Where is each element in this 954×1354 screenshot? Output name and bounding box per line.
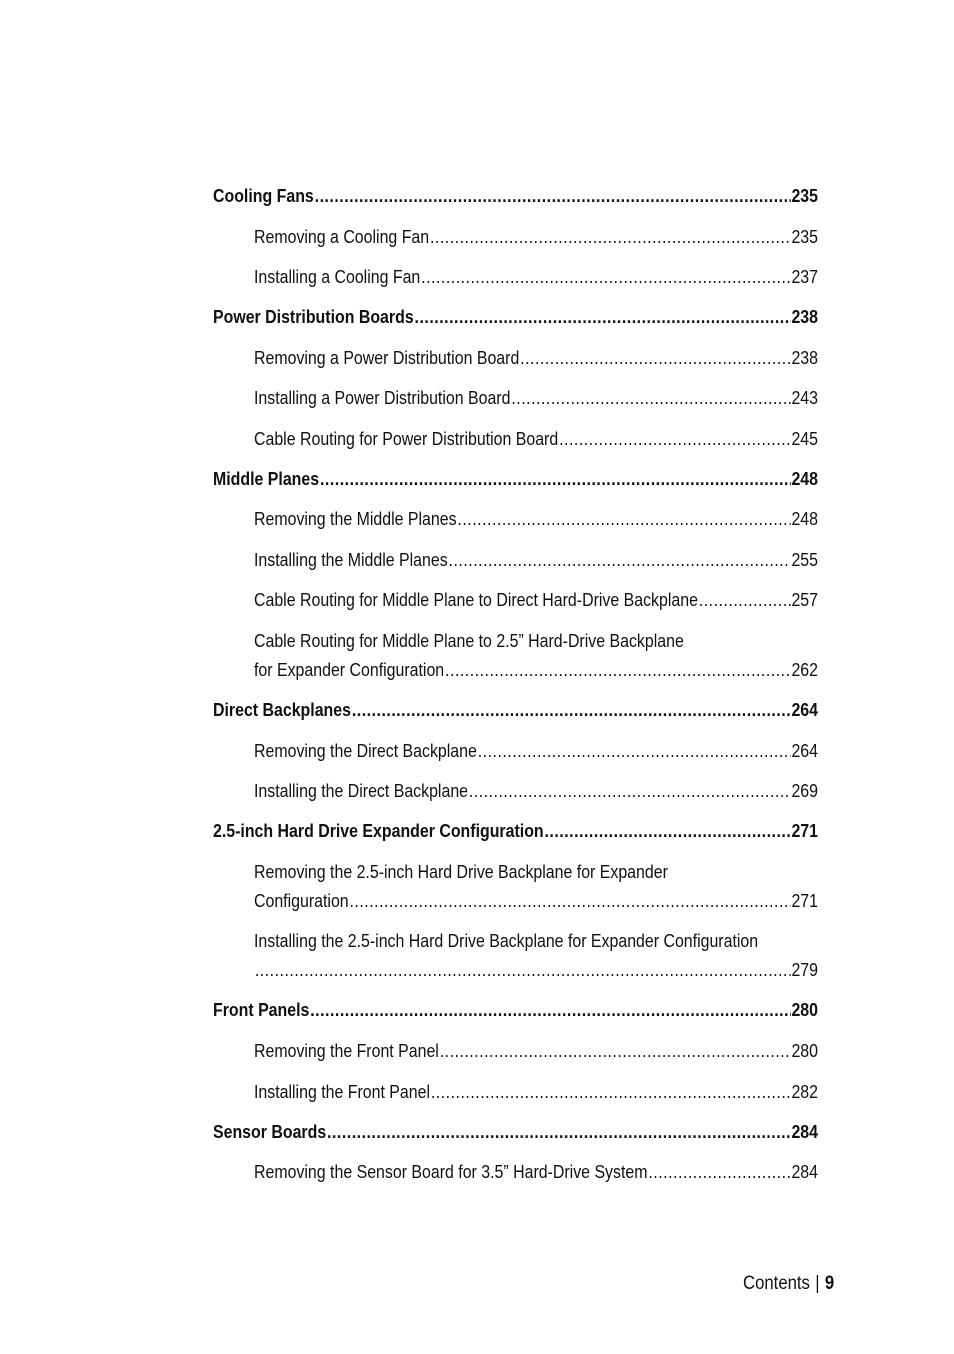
toc-entry-page: 280 [791,1040,818,1061]
dot-leader [445,659,791,681]
toc-entry-page: 271 [791,820,818,841]
toc-entry-title: Installing the 2.5-inch Hard Drive Backplane for Expander Configuration [254,930,759,951]
toc-subsection-line [254,890,818,912]
footer-label: Contents [743,1273,810,1294]
toc-entry-page: 280 [791,999,818,1020]
dot-leader [511,387,790,409]
dot-leader [255,959,791,981]
toc-entry-page: 255 [791,549,818,570]
toc-section-line [213,185,818,207]
dot-leader [415,306,791,328]
footer-separator: | [815,1273,820,1294]
toc-entry-title: Cable Routing for Middle Plane to 2.5” Hard-Drive Backplane [254,630,684,651]
dot-leader [699,589,791,611]
toc-entry-title: for Expander Configuration [254,659,445,680]
toc-subsection-line [254,226,818,248]
toc-entry-title: Cooling Fans [213,185,314,206]
toc-subsection-line [254,959,818,981]
toc-entry-page: 235 [791,226,818,247]
toc-section-line [213,1121,818,1143]
dot-leader [320,468,791,490]
toc-entry-title: Removing the Front Panel [254,1040,439,1061]
toc-entry-page: 257 [791,589,818,610]
toc-entry-page: 264 [791,699,818,720]
toc-entry-title: 2.5-inch Hard Drive Expander Configuration [213,820,544,841]
page-number: 9 [824,1273,835,1294]
toc-subsection-line [254,508,818,530]
dot-leader [352,699,791,721]
toc-subsection-line [254,1081,818,1103]
dot-leader [421,266,790,288]
toc-entry-title: Removing the 2.5-inch Hard Drive Backplane for Expander [254,861,668,882]
toc-subsection-line [254,1040,818,1062]
toc-entry-page: 264 [791,740,818,761]
toc-entry-page: 262 [791,659,818,680]
dot-leader [431,1081,791,1103]
toc-entry-title: Installing a Cooling Fan [254,266,421,287]
dot-leader [648,1161,790,1183]
toc-entry-title: Removing a Power Distribution Board [254,347,520,368]
toc-entry-page: 269 [791,780,818,801]
toc-subsection-line [254,266,818,288]
toc-subsection-line [254,1161,818,1183]
toc-section-line [213,306,818,328]
toc-subsection-line [254,780,818,802]
toc-entry-title: Removing the Middle Planes [254,508,457,529]
toc-entry-page: 284 [791,1121,818,1142]
toc-entry-title: Front Panels [213,999,310,1020]
dot-leader [544,820,790,842]
toc-subsection-line [254,549,818,571]
toc-entry-title: Sensor Boards [213,1121,327,1142]
toc-entry-page: 238 [791,347,818,368]
toc-subsection-line [254,387,818,409]
toc-entry-page: 248 [791,468,818,489]
toc-entry-title: Installing a Power Distribution Board [254,387,511,408]
toc-section-line [213,699,818,721]
toc-entry-page: 282 [791,1081,818,1102]
toc-entry-page: 243 [791,387,818,408]
toc-entry-title: Removing a Cooling Fan [254,226,430,247]
toc-subsection-line [254,740,818,762]
toc-section-line [213,999,818,1021]
toc-subsection-line [254,589,818,611]
dot-leader [440,1040,791,1062]
page-footer [743,1273,834,1295]
toc-entry-title: Direct Backplanes [213,699,351,720]
toc-entry-title: Removing the Direct Backplane [254,740,477,761]
toc-entry-page: 271 [791,890,818,911]
dot-leader [478,740,791,762]
toc-entry-title: Middle Planes [213,468,320,489]
toc-section-line [213,820,818,842]
toc-subsection-line [254,428,818,450]
toc-entry-page: 248 [791,508,818,529]
toc-entry-page: 235 [791,185,818,206]
dot-leader [449,549,791,571]
toc-entry-title: Installing the Middle Planes [254,549,448,570]
toc-entry-page: 284 [791,1161,818,1182]
toc-entry-title: Cable Routing for Power Distribution Board [254,428,559,449]
toc-entry-page: 279 [791,959,818,980]
dot-leader [520,347,790,369]
toc-section-line [213,468,818,490]
dot-leader [559,428,791,450]
dot-leader [315,185,791,207]
dot-leader [310,999,790,1021]
toc-entry-title: Power Distribution Boards [213,306,414,327]
dot-leader [430,226,791,248]
toc-entry-title: Installing the Front Panel [254,1081,431,1102]
toc-entry-page: 237 [791,266,818,287]
dot-leader [327,1121,791,1143]
toc-entry-title: Removing the Sensor Board for 3.5” Hard-Drive System [254,1161,648,1182]
toc-entry-title: Configuration [254,890,349,911]
toc-entry-page: 238 [791,306,818,327]
toc-subsection-line [254,659,818,681]
toc-entry-title: Cable Routing for Middle Plane to Direct Hard-Drive Backplane [254,589,698,610]
toc-subsection-line [254,347,818,369]
dot-leader [469,780,791,802]
toc-entry-page: 245 [791,428,818,449]
dot-leader [457,508,790,530]
dot-leader [350,890,791,912]
toc-entry-title: Installing the Direct Backplane [254,780,469,801]
